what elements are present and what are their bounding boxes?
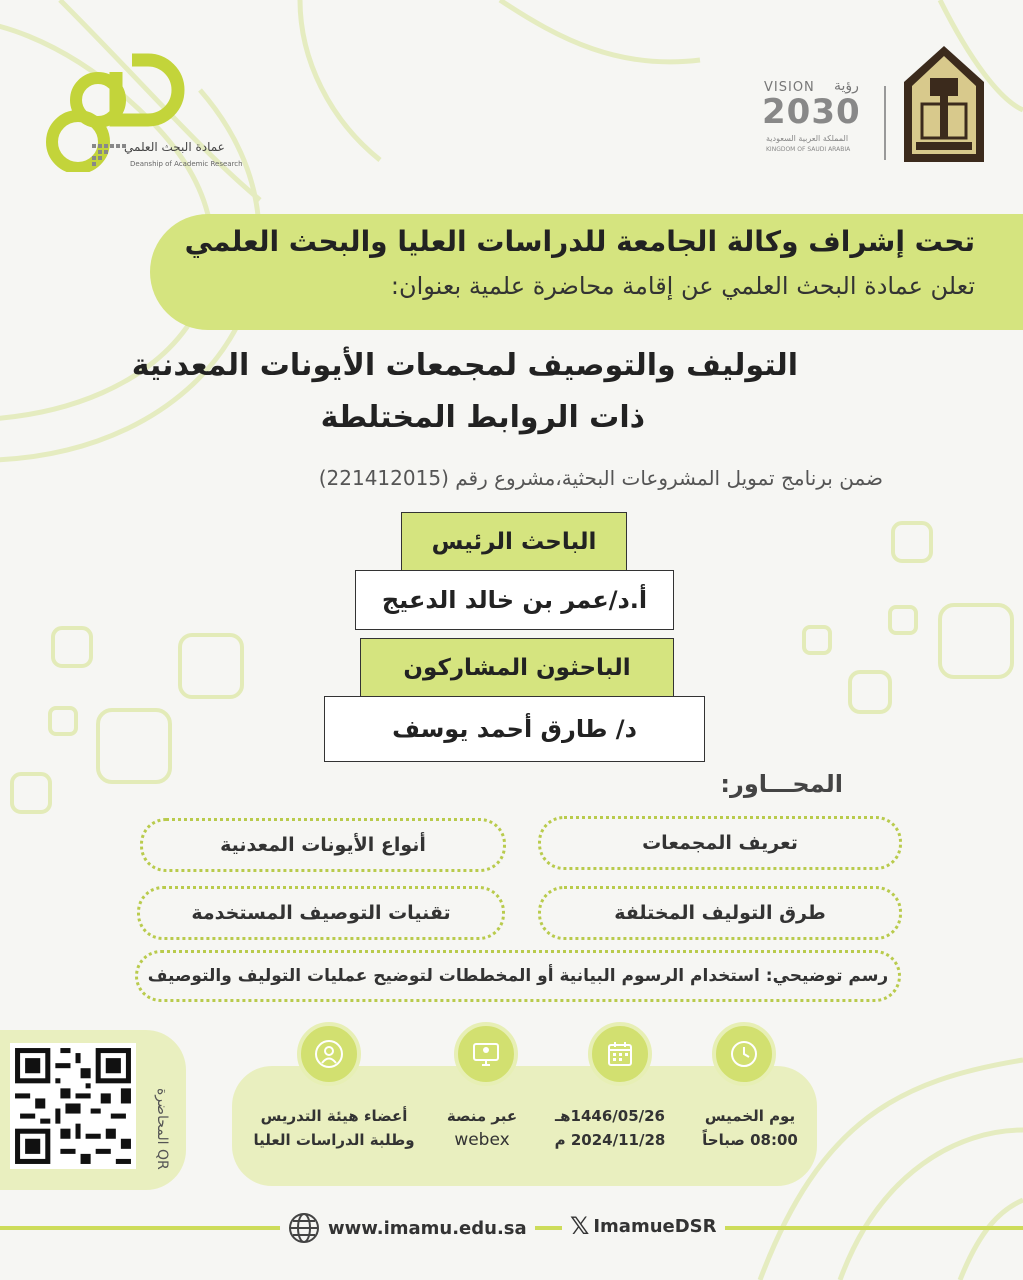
university-emblem <box>900 42 988 166</box>
program-line: ضمن برنامج تمويل المشروعات البحثية،مشروع رقم (221412015) <box>318 466 883 490</box>
axis-item-wide: رسم توضيحي: استخدام الرسوم البيانية أو المخططات لتوضيح عمليات التوليف والتوصيف <box>135 950 901 1002</box>
lecture-title-line1: التوليف والتوصيف لمجمعات الأيونات المعدنية <box>131 348 798 383</box>
announcement-line: تعلن عمادة البحث العلمي عن إقامة محاضرة علمية بعنوان: <box>390 272 975 300</box>
lead-researcher-label: الباحث الرئيس <box>401 512 627 572</box>
axis-item: أنواع الأيونات المعدنية <box>140 818 506 872</box>
date-hijri: 1446/05/26هـ <box>555 1107 665 1125</box>
audience-text <box>244 1104 424 1152</box>
time-text <box>690 1104 810 1152</box>
kingdom-name-en: KINGDOM OF SAUDI ARABIA <box>766 146 851 153</box>
globe-icon <box>288 1212 320 1244</box>
logo-divider <box>884 86 886 160</box>
axis-item: تعريف المجمعات <box>538 816 902 870</box>
audience-line1: أعضاء هيئة التدريس <box>260 1107 408 1125</box>
qr-label: QR المحاضرة <box>154 1088 170 1170</box>
platform-label: عبر منصة <box>446 1107 518 1125</box>
date-text <box>545 1104 675 1152</box>
qr-code[interactable] <box>10 1043 136 1169</box>
deanship-name-ar: عمادة البحث العلمي <box>124 140 225 154</box>
vision-2030-logo <box>762 80 878 160</box>
x-icon: 𝕏 <box>570 1212 590 1240</box>
axis-item: تقنيات التوصيف المستخدمة <box>137 886 505 940</box>
vision-word: VISION <box>764 80 815 95</box>
x-handle-text: ImamueDSR <box>593 1215 717 1237</box>
time: 08:00 صباحاً <box>702 1131 798 1149</box>
vision-word-ar: رؤية <box>834 78 859 94</box>
lecture-title-line2: ذات الروابط المختلطة <box>320 400 645 435</box>
lead-researcher-name: أ.د/عمر بن خالد الدعيج <box>355 570 674 630</box>
deanship-logo-mark <box>36 52 186 172</box>
calendar-icon <box>588 1022 652 1086</box>
website-text: www.imamu.edu.sa <box>328 1217 527 1239</box>
clock-icon <box>712 1022 776 1086</box>
vision-year: 2030 <box>762 92 861 132</box>
co-researcher-name: د/ طارق أحمد يوسف <box>324 696 705 762</box>
monitor-icon <box>454 1022 518 1086</box>
platform-name: webex <box>454 1130 510 1150</box>
date-gregorian: 2024/11/28 م <box>554 1131 666 1149</box>
co-researchers-label: الباحثون المشاركون <box>360 638 674 698</box>
kingdom-name-ar: المملكة العربية السعودية <box>766 134 849 143</box>
deanship-logo <box>36 52 246 182</box>
x-handle-link[interactable] <box>562 1212 725 1240</box>
axis-item: طرق التوليف المختلفة <box>538 886 902 940</box>
audience-line2: وطلبة الدراسات العليا <box>253 1131 415 1149</box>
website-link[interactable] <box>280 1212 535 1244</box>
deanship-name-en: Deanship of Academic Research <box>130 160 243 168</box>
audience-icon <box>297 1022 361 1086</box>
supervision-line: تحت إشراف وكالة الجامعة للدراسات العليا والبحث العلمي <box>184 225 975 258</box>
day: يوم الخميس <box>704 1107 796 1125</box>
platform-text <box>432 1104 532 1152</box>
axes-heading: المحـــاور: <box>720 770 843 798</box>
